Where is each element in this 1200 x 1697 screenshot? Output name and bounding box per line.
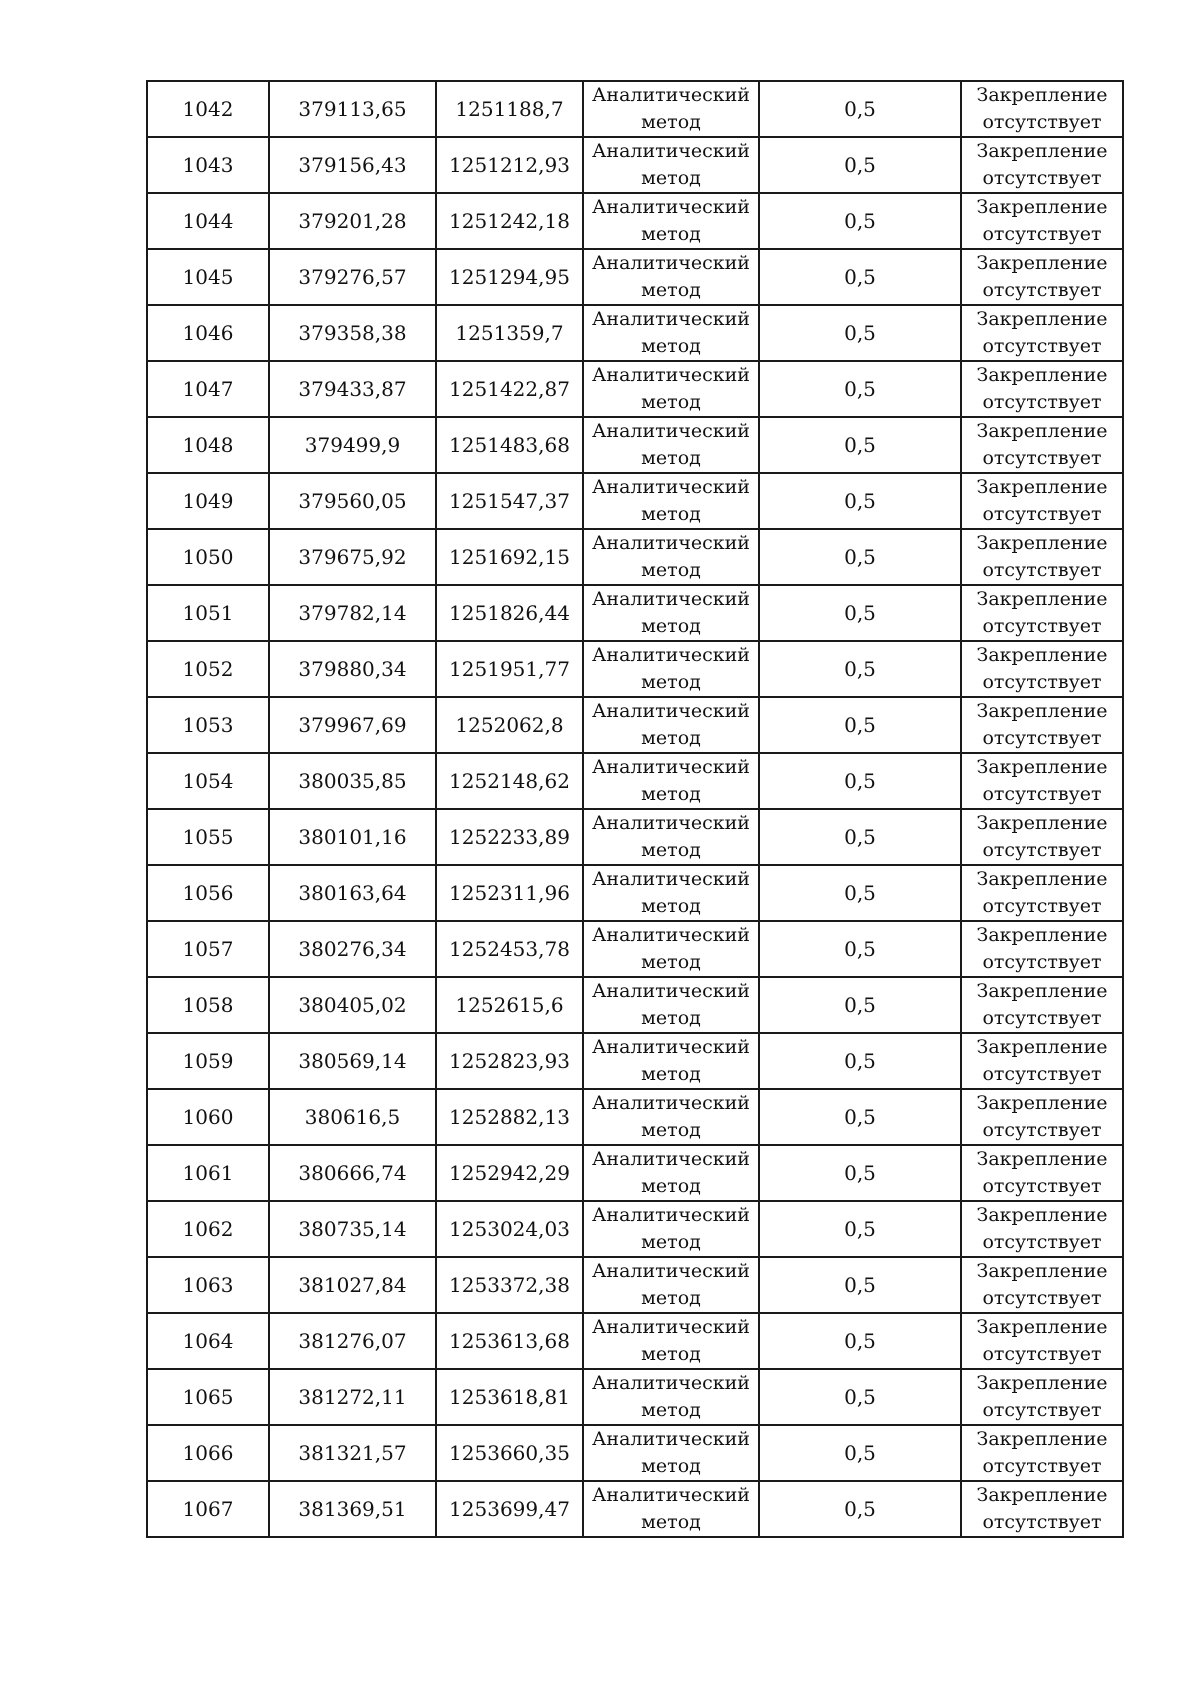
point-number-cell: 1050 [147, 529, 269, 585]
fixing-description-cell: Закрепление отсутствует [961, 921, 1123, 977]
coordinate-y-cell: 1251692,15 [436, 529, 583, 585]
fixing-description-cell: Закрепление отсутствует [961, 865, 1123, 921]
point-number-cell: 1049 [147, 473, 269, 529]
table-row [147, 473, 1123, 529]
fixing-description-cell: Закрепление отсутствует [961, 1257, 1123, 1313]
point-number-cell: 1065 [147, 1369, 269, 1425]
point-number-cell: 1059 [147, 1033, 269, 1089]
coordinate-x-cell: 379499,9 [269, 417, 436, 473]
accuracy-cell: 0,5 [759, 865, 961, 921]
fixing-description-cell: Закрепление отсутствует [961, 1481, 1123, 1537]
method-cell: Аналитический метод [583, 473, 759, 529]
point-number-cell: 1044 [147, 193, 269, 249]
table-row [147, 249, 1123, 305]
coordinate-x-cell: 379967,69 [269, 697, 436, 753]
coordinate-x-cell: 381321,57 [269, 1425, 436, 1481]
coordinate-x-cell: 379560,05 [269, 473, 436, 529]
method-cell: Аналитический метод [583, 1033, 759, 1089]
method-cell: Аналитический метод [583, 585, 759, 641]
point-number-cell: 1063 [147, 1257, 269, 1313]
fixing-description-cell: Закрепление отсутствует [961, 249, 1123, 305]
point-number-cell: 1062 [147, 1201, 269, 1257]
point-number-cell: 1060 [147, 1089, 269, 1145]
accuracy-cell: 0,5 [759, 1425, 961, 1481]
method-cell: Аналитический метод [583, 81, 759, 137]
coordinate-y-cell: 1251242,18 [436, 193, 583, 249]
table-row [147, 1089, 1123, 1145]
accuracy-cell: 0,5 [759, 585, 961, 641]
point-number-cell: 1045 [147, 249, 269, 305]
accuracy-cell: 0,5 [759, 249, 961, 305]
coordinate-x-cell: 380101,16 [269, 809, 436, 865]
table-row [147, 81, 1123, 137]
accuracy-cell: 0,5 [759, 305, 961, 361]
table-row [147, 865, 1123, 921]
coordinate-x-cell: 380276,34 [269, 921, 436, 977]
coordinate-x-cell: 381027,84 [269, 1257, 436, 1313]
coordinate-x-cell: 381369,51 [269, 1481, 436, 1537]
coordinate-y-cell: 1252148,62 [436, 753, 583, 809]
coordinate-y-cell: 1252233,89 [436, 809, 583, 865]
coordinate-y-cell: 1251951,77 [436, 641, 583, 697]
table-row [147, 1369, 1123, 1425]
table-row [147, 1145, 1123, 1201]
coordinate-x-cell: 381272,11 [269, 1369, 436, 1425]
method-cell: Аналитический метод [583, 1425, 759, 1481]
accuracy-cell: 0,5 [759, 1481, 961, 1537]
table-row [147, 753, 1123, 809]
point-number-cell: 1048 [147, 417, 269, 473]
coordinate-y-cell: 1251547,37 [436, 473, 583, 529]
table-row [147, 641, 1123, 697]
point-number-cell: 1057 [147, 921, 269, 977]
method-cell: Аналитический метод [583, 137, 759, 193]
method-cell: Аналитический метод [583, 193, 759, 249]
fixing-description-cell: Закрепление отсутствует [961, 137, 1123, 193]
point-number-cell: 1058 [147, 977, 269, 1033]
table-row [147, 1033, 1123, 1089]
coordinate-y-cell: 1251826,44 [436, 585, 583, 641]
accuracy-cell: 0,5 [759, 529, 961, 585]
coordinate-y-cell: 1252311,96 [436, 865, 583, 921]
method-cell: Аналитический метод [583, 1145, 759, 1201]
coordinate-x-cell: 381276,07 [269, 1313, 436, 1369]
fixing-description-cell: Закрепление отсутствует [961, 473, 1123, 529]
method-cell: Аналитический метод [583, 921, 759, 977]
method-cell: Аналитический метод [583, 977, 759, 1033]
fixing-description-cell: Закрепление отсутствует [961, 753, 1123, 809]
method-cell: Аналитический метод [583, 809, 759, 865]
point-number-cell: 1066 [147, 1425, 269, 1481]
coordinate-y-cell: 1252453,78 [436, 921, 583, 977]
point-number-cell: 1053 [147, 697, 269, 753]
accuracy-cell: 0,5 [759, 641, 961, 697]
point-number-cell: 1067 [147, 1481, 269, 1537]
table-row [147, 697, 1123, 753]
point-number-cell: 1047 [147, 361, 269, 417]
coordinate-y-cell: 1251188,7 [436, 81, 583, 137]
fixing-description-cell: Закрепление отсутствует [961, 809, 1123, 865]
coordinate-y-cell: 1253372,38 [436, 1257, 583, 1313]
fixing-description-cell: Закрепление отсутствует [961, 585, 1123, 641]
accuracy-cell: 0,5 [759, 361, 961, 417]
method-cell: Аналитический метод [583, 641, 759, 697]
table-row [147, 1313, 1123, 1369]
coordinate-x-cell: 379113,65 [269, 81, 436, 137]
method-cell: Аналитический метод [583, 305, 759, 361]
point-number-cell: 1056 [147, 865, 269, 921]
coordinate-y-cell: 1251359,7 [436, 305, 583, 361]
accuracy-cell: 0,5 [759, 753, 961, 809]
coordinate-x-cell: 380666,74 [269, 1145, 436, 1201]
coordinate-x-cell: 379276,57 [269, 249, 436, 305]
point-number-cell: 1051 [147, 585, 269, 641]
accuracy-cell: 0,5 [759, 1201, 961, 1257]
accuracy-cell: 0,5 [759, 977, 961, 1033]
coordinate-x-cell: 380616,5 [269, 1089, 436, 1145]
accuracy-cell: 0,5 [759, 1313, 961, 1369]
coordinate-x-cell: 380035,85 [269, 753, 436, 809]
coordinate-y-cell: 1253618,81 [436, 1369, 583, 1425]
point-number-cell: 1055 [147, 809, 269, 865]
table-row [147, 305, 1123, 361]
coordinate-x-cell: 379156,43 [269, 137, 436, 193]
accuracy-cell: 0,5 [759, 1033, 961, 1089]
fixing-description-cell: Закрепление отсутствует [961, 1033, 1123, 1089]
fixing-description-cell: Закрепление отсутствует [961, 529, 1123, 585]
coordinate-x-cell: 379675,92 [269, 529, 436, 585]
accuracy-cell: 0,5 [759, 697, 961, 753]
coordinate-y-cell: 1253613,68 [436, 1313, 583, 1369]
fixing-description-cell: Закрепление отсутствует [961, 977, 1123, 1033]
coordinate-y-cell: 1253024,03 [436, 1201, 583, 1257]
method-cell: Аналитический метод [583, 361, 759, 417]
fixing-description-cell: Закрепление отсутствует [961, 641, 1123, 697]
table-body [147, 81, 1123, 1537]
coordinate-y-cell: 1252882,13 [436, 1089, 583, 1145]
table-row [147, 921, 1123, 977]
method-cell: Аналитический метод [583, 1313, 759, 1369]
fixing-description-cell: Закрепление отсутствует [961, 193, 1123, 249]
accuracy-cell: 0,5 [759, 193, 961, 249]
coordinate-x-cell: 379201,28 [269, 193, 436, 249]
point-number-cell: 1064 [147, 1313, 269, 1369]
fixing-description-cell: Закрепление отсутствует [961, 1089, 1123, 1145]
table-row [147, 417, 1123, 473]
method-cell: Аналитический метод [583, 697, 759, 753]
accuracy-cell: 0,5 [759, 1257, 961, 1313]
method-cell: Аналитический метод [583, 753, 759, 809]
method-cell: Аналитический метод [583, 417, 759, 473]
fixing-description-cell: Закрепление отсутствует [961, 1313, 1123, 1369]
coordinate-x-cell: 379358,38 [269, 305, 436, 361]
method-cell: Аналитический метод [583, 1201, 759, 1257]
coordinates-table [146, 80, 1124, 1538]
table-row [147, 529, 1123, 585]
table-row [147, 1425, 1123, 1481]
coordinate-x-cell: 379880,34 [269, 641, 436, 697]
coordinate-y-cell: 1251294,95 [436, 249, 583, 305]
method-cell: Аналитический метод [583, 865, 759, 921]
table-row [147, 585, 1123, 641]
method-cell: Аналитический метод [583, 1257, 759, 1313]
table-row [147, 361, 1123, 417]
coordinate-x-cell: 379782,14 [269, 585, 436, 641]
accuracy-cell: 0,5 [759, 1145, 961, 1201]
accuracy-cell: 0,5 [759, 1089, 961, 1145]
coordinate-x-cell: 380569,14 [269, 1033, 436, 1089]
method-cell: Аналитический метод [583, 529, 759, 585]
table-row [147, 193, 1123, 249]
table-row [147, 809, 1123, 865]
method-cell: Аналитический метод [583, 249, 759, 305]
fixing-description-cell: Закрепление отсутствует [961, 361, 1123, 417]
fixing-description-cell: Закрепление отсутствует [961, 305, 1123, 361]
coordinate-y-cell: 1251483,68 [436, 417, 583, 473]
fixing-description-cell: Закрепление отсутствует [961, 1369, 1123, 1425]
table-row [147, 1257, 1123, 1313]
coordinate-y-cell: 1252823,93 [436, 1033, 583, 1089]
accuracy-cell: 0,5 [759, 921, 961, 977]
coordinate-y-cell: 1252942,29 [436, 1145, 583, 1201]
coordinate-y-cell: 1251422,87 [436, 361, 583, 417]
coordinate-y-cell: 1252062,8 [436, 697, 583, 753]
point-number-cell: 1052 [147, 641, 269, 697]
point-number-cell: 1043 [147, 137, 269, 193]
table-row [147, 1201, 1123, 1257]
accuracy-cell: 0,5 [759, 417, 961, 473]
method-cell: Аналитический метод [583, 1481, 759, 1537]
coordinate-y-cell: 1253699,47 [436, 1481, 583, 1537]
table-row [147, 137, 1123, 193]
point-number-cell: 1061 [147, 1145, 269, 1201]
point-number-cell: 1046 [147, 305, 269, 361]
fixing-description-cell: Закрепление отсутствует [961, 417, 1123, 473]
coordinate-x-cell: 380163,64 [269, 865, 436, 921]
table-row [147, 1481, 1123, 1537]
accuracy-cell: 0,5 [759, 1369, 961, 1425]
coordinate-y-cell: 1253660,35 [436, 1425, 583, 1481]
coordinate-x-cell: 380735,14 [269, 1201, 436, 1257]
method-cell: Аналитический метод [583, 1369, 759, 1425]
accuracy-cell: 0,5 [759, 809, 961, 865]
accuracy-cell: 0,5 [759, 137, 961, 193]
fixing-description-cell: Закрепление отсутствует [961, 697, 1123, 753]
fixing-description-cell: Закрепление отсутствует [961, 81, 1123, 137]
point-number-cell: 1042 [147, 81, 269, 137]
fixing-description-cell: Закрепление отсутствует [961, 1425, 1123, 1481]
coordinate-x-cell: 379433,87 [269, 361, 436, 417]
table-row [147, 977, 1123, 1033]
coordinate-x-cell: 380405,02 [269, 977, 436, 1033]
fixing-description-cell: Закрепление отсутствует [961, 1145, 1123, 1201]
accuracy-cell: 0,5 [759, 81, 961, 137]
point-number-cell: 1054 [147, 753, 269, 809]
method-cell: Аналитический метод [583, 1089, 759, 1145]
coordinate-y-cell: 1251212,93 [436, 137, 583, 193]
fixing-description-cell: Закрепление отсутствует [961, 1201, 1123, 1257]
accuracy-cell: 0,5 [759, 473, 961, 529]
coordinate-y-cell: 1252615,6 [436, 977, 583, 1033]
